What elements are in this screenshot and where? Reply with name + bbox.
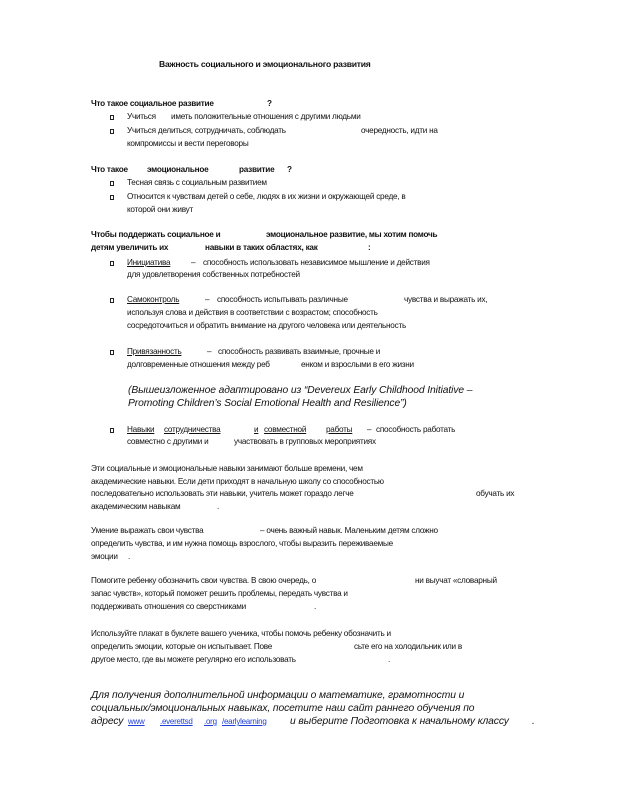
self-control-dash: – <box>205 295 210 304</box>
self-control-text-b: используя слова и действия в соответствии с возрастом; способность <box>127 308 378 317</box>
support-line-1-a: Чтобы поддержать социальное и <box>91 230 221 239</box>
cooperation-text-b2: участвовать в групповых мероприятиях <box>234 437 376 446</box>
term-cooperation-a: Навыки <box>127 425 155 434</box>
footer-line-2: социальных/эмоциональных навыках, посетите наш сайт раннего обучения по <box>91 703 475 714</box>
para4-line-3-end: . <box>388 655 391 664</box>
social-question-mark: ? <box>267 99 272 108</box>
para1-line-3-end: обучать их <box>476 489 515 498</box>
footer-line-3-period: . <box>532 716 535 727</box>
social-heading: Что такое социальное развитие <box>91 99 214 108</box>
attachment-text-b2: енком и взрослыми в его жизни <box>301 360 414 369</box>
footer-line-1: Для получения дополнительной информации о математике, грамотности и <box>91 690 465 701</box>
social-item-2-b: очередность, идти на <box>361 126 438 135</box>
social-item-2-c: компромиссы и вести переговоры <box>127 139 249 148</box>
para2-line-2: определить чувства, и им нужна помощь взрослого, чтобы выразить переживаемые <box>91 539 393 548</box>
cooperation-text-b: совместно с другими и <box>127 437 209 446</box>
support-line-2-a: детям увеличить их <box>91 243 169 252</box>
term-self-control: Самоконтроль <box>127 295 180 304</box>
para3-line-3-end: . <box>314 602 317 611</box>
para4-line-2: определить эмоции, которые он испытывает. Пове <box>91 642 273 651</box>
para2-line-3-end: . <box>128 552 131 561</box>
website-link-part-3[interactable]: .org <box>204 717 217 726</box>
emotional-item-2-b: которой они живут <box>127 205 193 214</box>
emotional-item-2-a: Относится к чувствам детей о себе, людях в их жизни и окружающей среде, в <box>127 192 406 201</box>
cooperation-dash: – <box>367 425 372 434</box>
para3-line-1: Помогите ребенку обозначить свои чувства. В свою очередь, о <box>91 576 317 585</box>
support-line-2-b: навыки в таких областях, как <box>205 243 318 252</box>
emotional-heading-b: эмоциональное <box>147 165 209 174</box>
cooperation-text-a: способность работать <box>376 425 456 434</box>
initiative-text-b: для удовлетворения собственных потребностей <box>127 270 300 279</box>
para2-line-3: эмоции <box>91 552 118 561</box>
attachment-text-b: долговременные отношения между реб <box>127 360 270 369</box>
bullet-icon <box>110 428 114 433</box>
social-item-1-a: Учиться <box>127 112 156 121</box>
attachment-dash: – <box>207 347 212 356</box>
term-attachment: Привязанность <box>127 347 182 356</box>
emotional-heading-a: Что такое <box>91 165 128 174</box>
website-link-part-4[interactable]: /earlylearning <box>222 717 267 726</box>
term-cooperation-d: совместной <box>264 425 307 434</box>
initiative-dash: – <box>191 258 196 267</box>
source-quote-line-1: (Вышеизложенное адаптировано из “Devereux Early Childhood Initiative – <box>128 385 473 396</box>
bullet-icon <box>110 350 114 355</box>
para2-line-1: Умение выражать свои чувства <box>91 526 204 535</box>
emotional-question-mark: ? <box>287 165 292 174</box>
para3-line-2: запас чувств», который поможет решить проблемы, передать чувства и <box>91 589 348 598</box>
para1-line-3: последовательно использовать эти навыки, учитель может гораздо легче <box>91 489 354 498</box>
bullet-icon <box>110 129 114 134</box>
bullet-icon <box>110 261 114 266</box>
para1-line-1: Эти социальные и эмоциональные навыки занимают больше времени, чем <box>91 464 363 473</box>
emotional-item-1: Тесная связь с социальным развитием <box>127 178 267 187</box>
self-control-text-a: способность испытывать различные <box>217 295 348 304</box>
para4-line-2-end: сьте его на холодильник или в <box>354 642 463 651</box>
term-initiative: Инициатива <box>127 258 171 267</box>
para4-line-3: другое место, где вы можете регулярно его использовать <box>91 655 296 664</box>
self-control-text-a2: чувства и выражать их, <box>404 295 488 304</box>
footer-line-3-start: адресу <box>91 716 124 727</box>
para2-line-1-end: – очень важный навык. Маленьким детям сложно <box>260 526 438 535</box>
bullet-icon <box>110 195 114 200</box>
source-quote-line-2: Promoting Children’s Social Emotional Health and Resilience”) <box>128 398 407 409</box>
page-title: Важность социального и эмоционального развития <box>159 59 371 69</box>
initiative-text-a: способность использовать независимое мышление и действия <box>203 258 430 267</box>
para1-line-2: академические навыки. Если дети приходят в начальную школу со способностью <box>91 477 384 486</box>
bullet-icon <box>110 298 114 303</box>
term-cooperation-e: работы <box>326 425 353 434</box>
website-link-part-2[interactable]: .everettsd <box>160 717 193 726</box>
attachment-text-a: способность развивать взаимные, прочные и <box>218 347 381 356</box>
social-item-2-a: Учиться делиться, сотрудничать, соблюдать <box>127 126 286 135</box>
website-link-part-1[interactable]: www <box>128 717 145 726</box>
para3-line-1-end: ни выучат «словарный <box>415 576 497 585</box>
para3-line-3: поддерживать отношения со сверстниками <box>91 602 246 611</box>
footer-line-3-end: и выберите Подготовка к начальному классу <box>290 716 509 727</box>
emotional-heading-c: развитие <box>239 165 275 174</box>
term-cooperation-b: сотрудничества <box>164 425 221 434</box>
para1-line-4-end: . <box>217 502 220 511</box>
para1-line-4: академическим навыкам <box>91 502 181 511</box>
bullet-icon <box>110 181 114 186</box>
support-colon: : <box>368 243 371 252</box>
self-control-text-c: сосредоточиться и обратить внимание на другого человека или деятельность <box>127 321 406 330</box>
term-cooperation-c: и <box>254 425 259 434</box>
social-item-1-b: иметь положительные отношения с другими людьми <box>171 112 361 121</box>
para4-line-1: Используйте плакат в буклете вашего ученика, чтобы помочь ребенку обозначить и <box>91 629 391 638</box>
support-line-1-b: эмоциональное развитие, мы хотим помочь <box>266 230 438 239</box>
bullet-icon <box>110 115 114 120</box>
